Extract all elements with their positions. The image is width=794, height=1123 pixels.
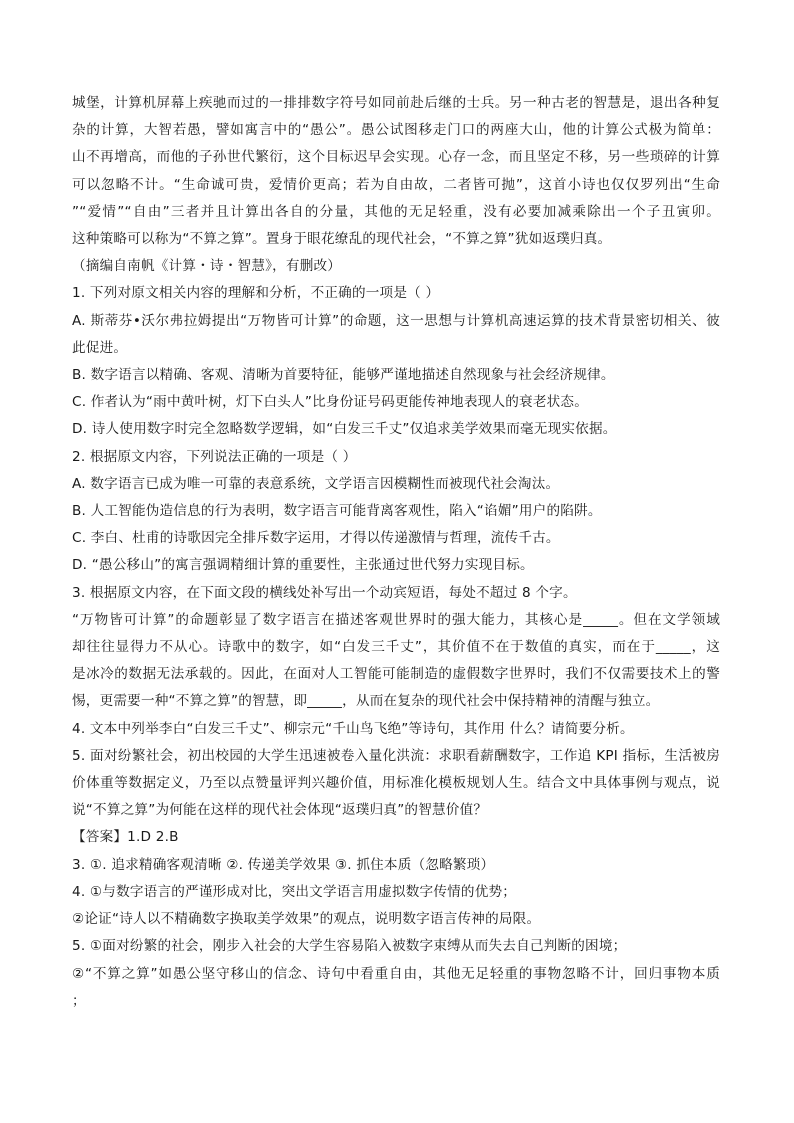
- option-b: B. 数字语言以精确、客观、清晰为首要特征，能够严谨地描述自然现象与社会经济规律。: [72, 367, 615, 384]
- question-stem-line: 5. 面对纷繁社会，初出校园的大学生迅速被卷入量化洪流：求职看薪酬数字，工作追 KPI 指标，生活被房: [72, 747, 720, 764]
- option-a: A. 数字语言已成为唯一可靠的表意系统，文学语言因模糊性而被现代社会淘汰。: [72, 475, 560, 492]
- option-a: A. 斯蒂芬•沃尔弗拉姆提出“万物皆可计算”的命题，这一思想与计算机高速运算的技术背景密切相关、彼: [72, 312, 720, 329]
- answer-5-line: ②“不算之算”如愚公坚守移山的信念、诗句中看重自由，其他无足轻重的事物忽略不计，回归事物本质: [72, 965, 720, 982]
- fill-in-passage-line: 惕，更需要一种“不算之算”的智慧，即_____，从而在复杂的现代社会中保持精神的清醒与独立。: [72, 693, 660, 710]
- option-b: B. 人工智能伪造信息的行为表明，数字语言可能背离客观性，陷入“谄媚”用户的陷阱。: [72, 503, 602, 520]
- question-stem: 4. 文本中列举李白“白发三千丈”、柳宗元“千山鸟飞绝”等诗句，其作用 什么？请简要分析。: [72, 720, 634, 737]
- answer-5-line: 5. ①面对纷繁的社会，刚步入社会的大学生容易陷入被数字束缚从而失去自己判断的困境；: [72, 938, 627, 955]
- fill-in-passage-line: “万物皆可计算”的命题彰显了数字语言在描述客观世界时的强大能力，其核心是_____。但在文学领域: [72, 611, 720, 628]
- passage-line: ”“爱情”“自由”三者并且计算出各自的分量，其他的无足轻重，没有必要加减乘除出一个子丑寅卯。: [72, 203, 720, 220]
- passage-line: 杂的计算，大智若愚，譬如寓言中的“愚公”。愚公试图移走门口的两座大山，他的计算公式极为简单：: [72, 122, 720, 139]
- answer-header: 【答案】1.D 2.B: [72, 829, 179, 846]
- option-c: C. 作者认为“雨中黄叶树，灯下白头人”比身份证号码更能传神地表现人的衰老状态。: [72, 394, 588, 411]
- fill-in-passage-line: 是冰冷的数据无法承载的。因此，在面对人工智能可能制造的虚假数字世界时，我们不仅需要技术上的警: [72, 666, 720, 683]
- answer-5-line: ；: [72, 992, 86, 1009]
- passage-line: 城堡，计算机屏幕上疾驰而过的一排排数字符号如同前赴后继的士兵。另一种古老的智慧是，退出各种复: [72, 95, 720, 111]
- passage-line: 这种策略可以称为“不算之算”。置身于眼花缭乱的现代社会，“不算之算”犹如返璞归真。: [72, 231, 612, 248]
- document-content: [72, 90, 720, 1015]
- passage: [72, 90, 720, 280]
- answer-3: 3. ①. 追求精确客观清晰 ②. 传递美学效果 ③. 抓住本质（忽略繁琐）: [72, 856, 495, 873]
- passage-source: （摘编自南帆《计算・诗・智慧》，有删改）: [72, 258, 342, 275]
- question-stem: 3. 根据原文内容，在下面文段的横线处补写出一个动宾短语，每处不超过 8 个字。: [72, 584, 577, 601]
- question-2: [72, 444, 720, 580]
- option-c: C. 李白、杜甫的诗歌因完全排斥数字运用，才得以传递激情与哲理，流传千古。: [72, 530, 560, 547]
- question-3: [72, 580, 720, 716]
- question-stem: 1. 下列对原文相关内容的理解和分析，不正确的一项是（ ）: [72, 285, 440, 302]
- option-d: D. “愚公移山”的寓言强调精细计算的重要性，主张通过世代努力实现目标。: [72, 557, 534, 574]
- option-a-continued: 此促进。: [72, 339, 128, 356]
- question-stem-line: 价体重等数据定义，乃至以点赞量评判兴趣价值，用标准化模板规划人生。结合文中具体事例与观点，说: [72, 775, 720, 792]
- answers: [72, 824, 720, 1014]
- question-stem: 2. 根据原文内容，下列说法正确的一项是（ ）: [72, 448, 357, 465]
- fill-in-passage-line: 却往往显得力不从心。诗歌中的数字，如“白发三千丈”，其价值不在于数值的真实，而在于_____，这: [72, 639, 720, 656]
- question-1: [72, 280, 720, 443]
- question-4: [72, 716, 720, 743]
- answer-4-line: 4. ①与数字语言的严谨形成对比，突出文学语言用虚拟数字传情的优势；: [72, 883, 517, 900]
- option-d: D. 诗人使用数字时完全忽略数学逻辑，如“白发三千丈”仅追求美学效果而毫无现实依据。: [72, 421, 617, 438]
- question-stem-line: 说“不算之算”为何能在这样的现代社会体现“返璞归真”的智慧价值？: [72, 802, 488, 819]
- question-5: [72, 743, 720, 825]
- answer-4-line: ②论证“诗人以不精确数字换取美学效果”的观点，说明数字语言传神的局限。: [72, 911, 541, 928]
- passage-line: 可以忽略不计。“生命诚可贵，爱情价更高；若为自由故，二者皆可抛”，这首小诗也仅仅罗列出“生命: [72, 176, 720, 193]
- passage-line: 山不再增高，而他的子孙世代繁衍，这个目标迟早会实现。心存一念，而且坚定不移，另一些琐碎的计算: [72, 149, 720, 166]
